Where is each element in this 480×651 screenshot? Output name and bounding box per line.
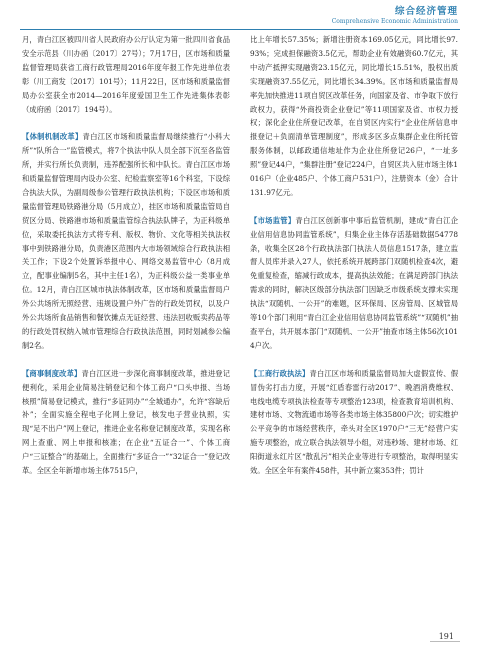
paragraph-continued: 比上年增长57.35%；新增注册资本169.05亿元，同比增长97.93%；完成担保融资3.5亿元，帮助企业有效融资60.7亿元，其中动产抵押实现融资23.15亿元，同比增长15.51%，股权出质实现融资37.55亿元，同比增长34.39%。区市场和质量监督局率先加快推进11项自贸区改革任务，向国家及省、市争取下放行政权力，获得“外商投资企业登记”等11项国家及省、市权力授权；深化企业住所登记改革，在自贸区内实行“企业住所信息申报登记＋负面清单管理制度”，形成多区多点集群企业住所托管服务体制，以邮政通信地址作为企业住所登记26户，“一址多照”登记44户，“集群注册”登记224户，自贸区共入驻市场主体1016户（企业485户、个体工商户531户），注册资本（金）合计131.97亿元。: [250, 35, 458, 197]
header-title-en: Comprehensive Economic Administration: [331, 18, 458, 25]
section-body: 青白江区市场和质量监督局加大虚假宣传、假冒伪劣打击力度，开展“红盾春雷行动2017”、晚酒消费维权、电线电缆专项执法检查等专项整治123项，检查教育培训机构、建材市场、文物流通市场等各类市场主体35800户次；切实维护公平竞争的市场经营秩序，牵头对全区1970户“三无”经营户实施专项整治，成立联合执法领导小组，对违秒场、建材市场、红阳街道永红片区“散乱污”相关企业等进行专项整治，取得明显实效。全区全年有案件458件，其中新立案353件；罚计: [250, 368, 458, 476]
running-header: [332, 3, 458, 25]
section-enforcement: [250, 367, 458, 478]
page-number-rule: [430, 641, 460, 642]
spacer: [250, 353, 458, 367]
spacer: [22, 353, 230, 367]
header-divider: [20, 29, 460, 30]
section-heading: 【商事制度改革】: [22, 368, 82, 378]
page-number: 191: [438, 632, 454, 641]
header-title-cn: 综合经济管理: [394, 6, 458, 17]
section-heading: 【体制机制改革】: [22, 132, 83, 142]
section-commercial-reform: [22, 367, 230, 478]
section-body: 青白江区进一步深化商事制度改革，推进登记便利化，采用企业简易注销登记和个体工商户“口头申报、当场核照”简易登记模式，推行“多证同办”“全城通办”，允许“容缺后补”；全面实施全程电子化网上登记，核发电子营业执照，实现“足不出户”网上登记，推进企业名称登记制度改革，实现名称网上查重、网上申报和核准；在企业“五证合一”、个体工商户“三证整合”的基础上，全面推行“多证合一”“32证合一”登记改革。全区全年新增市场主体7515户，: [22, 368, 230, 476]
section-body: 青白江区市场和质量监督局继续推行“小科大所”“队所合一”监管模式，将7个执法中队人员全部下沉至各监管所，并实行所长负责制，违养配强所长和中队长。青白江区市场和质量监督管理局内设办公室、纪检监察室等16个科室，下设综合执法大队，为副局级参公管理行政执法机构；下设区市场和质量监督管理局铁路港分局（5月成立），挂区市场和质量监管局自贸区分局、铁路港市场和质量监管综合执法队牌子，为正科级单位，采取委托执法方式将专利、版权、物价、文化等相关执法权事中到铁路港分局，负责港区范围内大市场领域综合行政执法相关工作；下设2个处置诉举报中心、网络交易监管中心（8月成立，配事业编制5名，其中主任1名），为正科级公益一类事业单位。12月，青白江区城市执法体制改革，区市场和质量监督局户外公共场所无照经营、违规设置户外广告的行政处罚权，以及户外公共场所食品销售和餐饮摊点无证经营、违法回收贩卖药品等的行政处罚权纳入城市管理综合行政执法范围，同时划减参公编制2名。: [22, 132, 231, 350]
left-column: [22, 33, 230, 478]
right-column: [250, 33, 458, 478]
section-heading: 【工商行政执法】: [250, 368, 310, 378]
section-body: 青白江区创新事中事后监管机制，建成“青白江企业信用信息协同监管系统”，归集企业主体存活基础数据54778条，收集全区28个行政执法部门执法人员信息1517条，建立监督人员库并录入27人，依托系统开展跨部门双随机检查4次，避免重复检查，缩减行政成本，提高执法效能；在满足跨部门执法需求的同时，解决区级部分执法部门因缺乏市级系统支撑未实现执法“双随机、一公开”的难题，区环保局、区房管局、区城管局等10个部门利用“青白江企业信用信息协同监管系统”“双随机”抽查平台，共开展本部门“双随机、一公开”抽查市场主体56次1014户次。: [250, 215, 459, 350]
paragraph-awards: 月，青白江区被四川省人民政府办公厅认定为第一批四川省食品安全示范县（川办函〔2017〕27号）；7月17日，区市场和质量监督管理局获省工商行政管理局2016年度年报工作先进单位表彰（川工商发〔2017〕101号）；11月22日，区市场和质量监督局办公室获全市2014—2016年度爱国卫生工作先进集体表彰（成府函〔2017〕194号）。: [22, 35, 230, 114]
section-market-supervision: [250, 214, 458, 353]
section-heading: 【市场监管】: [250, 215, 296, 225]
section-institutional-reform: [22, 130, 230, 353]
spacer: [250, 200, 458, 214]
spacer: [22, 116, 230, 130]
